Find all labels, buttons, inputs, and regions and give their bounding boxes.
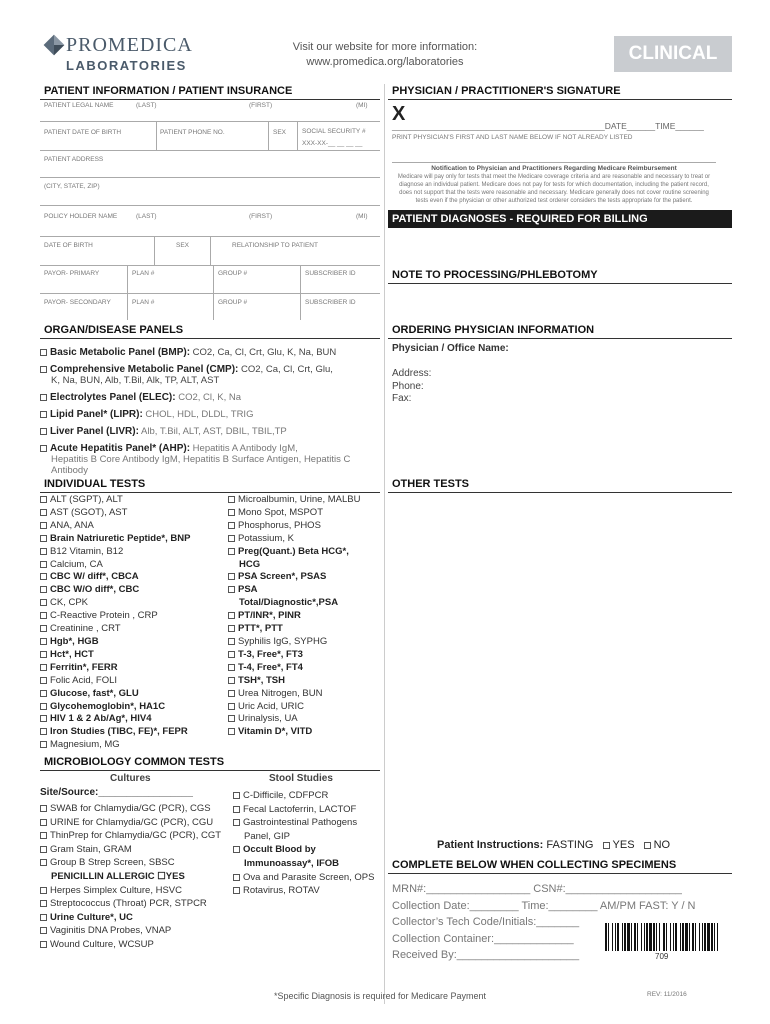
fasting-yes-checkbox[interactable] xyxy=(603,842,610,849)
test-label: ThinPrep for Chlamydia/GC (PCR), CGT xyxy=(50,830,222,842)
microbiology-title: MICROBIOLOGY COMMON TESTS xyxy=(40,755,380,771)
checkbox[interactable] xyxy=(228,703,235,710)
micro-test-item[interactable] xyxy=(40,829,221,843)
checkbox[interactable] xyxy=(40,900,47,907)
test-label: Gastrointestinal Pathogens xyxy=(243,817,358,829)
payor-primary-label: PAYOR- PRIMARY xyxy=(44,270,100,277)
ordering-physician-title: ORDERING PHYSICIAN INFORMATION xyxy=(388,323,732,339)
individual-test-item[interactable] xyxy=(228,610,360,623)
individual-test-item[interactable] xyxy=(228,701,360,714)
individual-test-item[interactable] xyxy=(40,649,190,662)
test-label: Herpes Simplex Culture, HSVC xyxy=(50,884,182,896)
last-name-label: (LAST) xyxy=(136,102,157,109)
subscriber2-label: SUBSCRIBER ID xyxy=(305,299,356,306)
mrn-csn-field[interactable]: MRN#:_________________ CSN#:___________________ xyxy=(392,883,682,895)
individual-test-item[interactable] xyxy=(228,636,360,649)
form-type-badge: CLINICAL xyxy=(614,36,732,72)
checkbox[interactable] xyxy=(40,703,47,710)
visit-line2[interactable]: www.promedica.org/laboratories xyxy=(306,56,464,68)
container-field[interactable]: Collection Container:_____________ xyxy=(392,932,574,945)
test-label: Uric Acid, URIC xyxy=(238,700,304,712)
phone-field[interactable]: Phone: xyxy=(392,380,424,392)
test-label: Hgb*, HGB xyxy=(50,635,99,647)
test-label: Glucose, fast*, GLU xyxy=(50,687,139,699)
test-label: Phosphorus, PHOS xyxy=(238,519,321,531)
individual-test-item[interactable] xyxy=(40,713,190,726)
individual-test-item[interactable] xyxy=(228,623,360,636)
note-section-title: NOTE TO PROCESSING/PHLEBOTOMY xyxy=(388,268,732,284)
checkbox[interactable] xyxy=(40,819,47,826)
cultures-heading: Cultures xyxy=(110,773,151,784)
test-label: CK, CPK xyxy=(50,597,89,609)
checkbox[interactable] xyxy=(40,586,47,593)
checkbox[interactable] xyxy=(40,561,47,568)
stool-test-item[interactable] xyxy=(233,803,374,817)
test-label: Ferritin*, FERR xyxy=(50,661,118,673)
micro-test-item[interactable] xyxy=(40,911,221,925)
checkbox[interactable] xyxy=(40,859,47,866)
checkbox[interactable] xyxy=(40,690,47,697)
stool-test-item[interactable] xyxy=(233,816,374,830)
test-label: Brain Natriuretic Peptide*, BNP xyxy=(50,532,191,544)
individual-test-item[interactable] xyxy=(228,726,360,739)
checkbox[interactable] xyxy=(233,874,240,881)
checkbox[interactable] xyxy=(40,914,47,921)
ssn-format[interactable]: XXX-XX-__ __ __ __ xyxy=(302,140,363,147)
stool-test-item[interactable] xyxy=(233,884,374,898)
individual-test-item[interactable] xyxy=(40,701,190,714)
test-label: Panel, GIP xyxy=(244,830,290,842)
individual-tests-left xyxy=(40,494,190,752)
test-label: PSA Screen*, PSAS xyxy=(238,571,327,583)
diagnoses-section-title: PATIENT DIAGNOSES - REQUIRED FOR BILLING xyxy=(388,210,732,228)
checkbox[interactable] xyxy=(233,887,240,894)
ssn-label: SOCIAL SECURITY # xyxy=(302,128,366,135)
checkbox[interactable] xyxy=(40,509,47,516)
collection-date-field[interactable]: Collection Date:________ Time:________ AM/PM FAST: Y / N xyxy=(392,899,696,912)
test-label: Potassium, K xyxy=(238,532,294,544)
checkbox[interactable] xyxy=(228,728,235,735)
ph-sex-label: SEX xyxy=(176,242,190,249)
individual-test-item[interactable] xyxy=(40,494,190,507)
test-label: Mono Spot, MSPOT xyxy=(238,506,324,518)
test-label: Hct*, HCT xyxy=(50,648,94,660)
sex-label: SEX xyxy=(273,129,287,136)
individual-test-item[interactable] xyxy=(228,597,360,610)
micro-test-item[interactable] xyxy=(40,843,221,857)
individual-test-item[interactable] xyxy=(40,610,190,623)
panel-bmp[interactable]: Basic Metabolic Panel (BMP): CO2, Ca, Cl, Crt, Glu, K, Na, BUN xyxy=(40,347,380,358)
test-label: Vitamin D*, VITD xyxy=(238,726,313,738)
test-label: Creatinine , CRT xyxy=(50,623,121,635)
individual-tests-title: INDIVIDUAL TESTS xyxy=(40,477,380,493)
website-info xyxy=(250,40,520,70)
checkbox[interactable] xyxy=(228,664,235,671)
test-label: C-Difficile, CDFPCR xyxy=(243,790,329,801)
test-label: PSA xyxy=(238,584,258,596)
address-field[interactable]: Address: xyxy=(392,368,432,379)
test-label: T-4, Free*, FT4 xyxy=(238,661,303,673)
checkbox[interactable] xyxy=(228,548,235,555)
micro-test-item[interactable] xyxy=(40,884,221,898)
checkbox[interactable] xyxy=(40,927,47,934)
test-label: URINE for Chlamydia/GC (PCR), CGU xyxy=(50,816,214,828)
individual-test-item[interactable] xyxy=(228,571,360,584)
checkbox[interactable] xyxy=(228,715,235,722)
checkbox[interactable] xyxy=(40,535,47,542)
individual-test-item[interactable] xyxy=(228,520,360,533)
subscriber1-label: SUBSCRIBER ID xyxy=(305,270,356,277)
site-source-field[interactable]: Site/Source:_________________ xyxy=(40,787,193,798)
tech-code-field[interactable]: Collector’s Tech Code/Initials:_______ xyxy=(392,916,580,929)
individual-test-item[interactable] xyxy=(40,533,190,546)
test-label: Gram Stain, GRAM xyxy=(50,843,132,855)
payor-secondary-label: PAYOR- SECONDARY xyxy=(44,299,111,306)
test-label: CBC W/ diff*, CBCA xyxy=(50,571,139,583)
test-label: ANA, ANA xyxy=(50,519,94,531)
test-label: Rotavirus, ROTAV xyxy=(243,885,320,897)
barcode-number: 709 xyxy=(655,952,669,961)
test-label: Urea Nitrogen, BUN xyxy=(238,687,323,699)
checkbox[interactable] xyxy=(40,941,47,948)
first-name-label: (FIRST) xyxy=(249,102,273,109)
received-by-field[interactable]: Received By:____________________ xyxy=(392,949,580,962)
stool-test-item[interactable] xyxy=(233,843,374,857)
individual-test-item[interactable] xyxy=(228,533,360,546)
checkbox[interactable] xyxy=(228,690,235,697)
revision-label: REV: 11/2016 xyxy=(647,991,687,998)
test-label: Glycohemoglobin*, HA1C xyxy=(50,700,166,712)
individual-test-item[interactable] xyxy=(40,507,190,520)
test-label: B12 Vitamin, B12 xyxy=(50,545,124,557)
checkbox[interactable] xyxy=(40,728,47,735)
individual-test-item[interactable] xyxy=(40,688,190,701)
test-label: Iron Studies (TIBC, FE)*, FEPR xyxy=(50,726,188,738)
panel-lipr[interactable]: Lipid Panel* (LIPR): CHOL, HDL, DLDL, TRIG xyxy=(40,409,380,420)
individual-test-item[interactable] xyxy=(40,559,190,572)
stool-test-item[interactable] xyxy=(233,871,374,885)
checkbox[interactable] xyxy=(40,599,47,606)
checkbox[interactable] xyxy=(40,677,47,684)
micro-test-item[interactable] xyxy=(40,938,221,952)
checkbox[interactable] xyxy=(228,677,235,684)
test-label: SWAB for Chlamydia/GC (PCR), CGS xyxy=(50,803,211,814)
brand-name: PROMEDICA xyxy=(66,34,193,56)
test-label: Calcium, CA xyxy=(50,558,103,570)
individual-test-item[interactable] xyxy=(40,739,190,752)
test-label: Total/Diagnostic*,PSA xyxy=(239,597,339,609)
print-name-note: PRINT PHYSICIAN'S FIRST AND LAST NAME BELOW IF NOT ALREADY LISTED xyxy=(392,134,633,141)
checkbox[interactable] xyxy=(228,509,235,516)
individual-test-item[interactable] xyxy=(228,494,360,507)
ph-dob-label: DATE OF BIRTH xyxy=(44,242,93,249)
test-label: TSH*, TSH xyxy=(238,674,285,686)
other-tests-title: OTHER TESTS xyxy=(388,477,732,493)
stool-test-item[interactable] xyxy=(233,830,374,844)
test-label: T-3, Free*, FT3 xyxy=(238,648,303,660)
promedica-logo-icon xyxy=(42,33,66,57)
test-label: Magnesium, MG xyxy=(50,739,120,751)
relationship-label: RELATIONSHIP TO PATIENT xyxy=(232,242,318,249)
checkbox[interactable] xyxy=(40,496,47,503)
test-label: Preg(Quant.) Beta HCG*, xyxy=(238,545,349,557)
test-label: Urinalysis, UA xyxy=(238,713,298,725)
checkbox[interactable] xyxy=(228,651,235,658)
checkbox[interactable] xyxy=(40,846,47,853)
ph-mi-label: (MI) xyxy=(356,213,368,220)
stool-test-item[interactable] xyxy=(233,857,374,871)
micro-test-item[interactable] xyxy=(40,897,221,911)
test-label: PTT*, PTT xyxy=(238,623,283,635)
checkbox[interactable] xyxy=(40,805,47,812)
checkbox[interactable] xyxy=(40,741,47,748)
phone-label: PATIENT PHONE NO. xyxy=(160,129,225,136)
individual-test-item[interactable] xyxy=(228,713,360,726)
individual-test-item[interactable] xyxy=(40,546,190,559)
individual-test-item[interactable] xyxy=(40,571,190,584)
micro-test-item[interactable] xyxy=(40,802,221,816)
test-label: Wound Culture, WCSUP xyxy=(50,938,154,950)
barcode-icon xyxy=(605,923,723,951)
test-label: Immunoassay*, IFOB xyxy=(244,857,340,869)
individual-test-item[interactable] xyxy=(228,507,360,520)
plan2-label: PLAN # xyxy=(132,299,155,306)
individual-test-item[interactable] xyxy=(228,546,360,559)
footer-note: *Specific Diagnosis is required for Medicare Payment xyxy=(273,991,487,1001)
test-label: Streptococcus (Throat) PCR, STPCR xyxy=(50,898,207,910)
micro-test-item[interactable] xyxy=(40,856,221,870)
physician-name-label: Physician / Office Name: xyxy=(392,343,509,354)
mi-label: (MI) xyxy=(356,102,368,109)
micro-test-item[interactable] xyxy=(40,924,221,938)
signature-date-time-line[interactable]: _____________________________________________DATE______TIME______ xyxy=(392,121,704,131)
test-label: Group B Strep Screen, SBSC xyxy=(50,857,175,869)
micro-test-item[interactable] xyxy=(40,870,221,884)
panel-livr[interactable]: Liver Panel (LIVR): Alb, T.Bil, ALT, AST, DBIL, TBIL,TP xyxy=(40,426,380,437)
individual-test-item[interactable] xyxy=(228,584,360,597)
checkbox[interactable] xyxy=(40,612,47,619)
micro-tests-right xyxy=(233,789,374,898)
notification-title: Notification to Physician and Practitioners Regarding Medicare Reimbursement xyxy=(392,162,716,173)
patient-instructions: Patient Instructions: FASTING YES NO xyxy=(437,839,671,851)
checkbox[interactable] xyxy=(40,625,47,632)
checkbox[interactable] xyxy=(40,664,47,671)
checkbox[interactable] xyxy=(228,586,235,593)
address-label: PATIENT ADDRESS xyxy=(44,156,104,163)
plan1-label: PLAN # xyxy=(132,270,155,277)
brand-subtitle: LABORATORIES xyxy=(66,58,187,73)
physician-contact xyxy=(392,368,431,406)
patient-section-title: PATIENT INFORMATION / PATIENT INSURANCE xyxy=(40,84,380,100)
stool-heading: Stool Studies xyxy=(269,773,333,784)
checkbox[interactable] xyxy=(228,612,235,619)
panel-ahp[interactable]: Acute Hepatitis Panel* (AHP): Hepatitis A Antibody IgM, Hepatitis B Core Antibody IgM, Hepatitis B Surface Antigen, Hepatitis C Antibody xyxy=(40,443,380,476)
fasting-no-checkbox[interactable] xyxy=(644,842,651,849)
test-label: Fecal Lactoferrin, LACTOF xyxy=(243,803,357,815)
micro-test-item[interactable] xyxy=(40,816,221,830)
individual-test-item[interactable] xyxy=(40,597,190,610)
individual-test-item[interactable] xyxy=(228,649,360,662)
individual-test-item[interactable] xyxy=(228,675,360,688)
individual-test-item[interactable] xyxy=(40,675,190,688)
ph-first-label: (FIRST) xyxy=(249,213,273,220)
checkbox[interactable] xyxy=(233,846,240,853)
individual-test-item[interactable] xyxy=(228,559,360,572)
medicare-notification xyxy=(392,162,716,205)
individual-test-item[interactable] xyxy=(40,623,190,636)
individual-test-item[interactable] xyxy=(228,688,360,701)
checkbox[interactable] xyxy=(40,638,47,645)
test-label: ALT (SGPT), ALT xyxy=(50,494,123,505)
test-label: HCG xyxy=(239,558,261,570)
notification-text: Medicare will pay only for tests that meet the Medicare coverage criteria and are reasonable and necessary to treat or diagnose an individual patient. Medicare does not pay for tests for which documentation, including the patient record, does not support that the tests were reasonable and necessary. Medicare generally does not cover routine screening tests even if the physician or other authorized test orderer considers the tests appropriate for the patient. xyxy=(397,174,711,204)
fax-field[interactable]: Fax: xyxy=(392,393,412,404)
test-label: Ova and Parasite Screen, OPS xyxy=(243,871,375,883)
checkbox[interactable] xyxy=(40,573,47,580)
policy-holder-label: POLICY HOLDER NAME xyxy=(44,213,118,220)
individual-test-item[interactable] xyxy=(40,520,190,533)
individual-tests-right xyxy=(228,494,360,739)
test-label: Microalbumin, Urine, MALBU xyxy=(238,494,361,505)
legal-name-label: PATIENT LEGAL NAME xyxy=(44,102,114,109)
test-label: Urine Culture*, UC xyxy=(50,911,133,923)
test-label: C-Reactive Protein , CRP xyxy=(50,610,158,622)
checkbox[interactable] xyxy=(40,832,47,839)
individual-test-item[interactable] xyxy=(40,662,190,675)
checkbox[interactable] xyxy=(40,548,47,555)
checkbox[interactable] xyxy=(233,806,240,813)
checkbox[interactable] xyxy=(40,887,47,894)
test-label: PENICILLIN ALLERGIC ☐YES xyxy=(51,870,185,882)
signature-x-mark: X xyxy=(392,103,406,125)
test-label: Folic Acid, FOLI xyxy=(50,674,118,686)
checkbox[interactable] xyxy=(228,638,235,645)
test-label: Occult Blood by xyxy=(243,844,316,856)
group2-label: GROUP # xyxy=(218,299,248,306)
individual-test-item[interactable] xyxy=(40,726,190,739)
panel-elec[interactable]: Electrolytes Panel (ELEC): CO2, Cl, K, Na xyxy=(40,392,380,403)
checkbox[interactable] xyxy=(40,522,47,529)
checkbox[interactable] xyxy=(40,715,47,722)
checkbox[interactable] xyxy=(233,792,240,799)
visit-line1: Visit our website for more information: xyxy=(292,41,478,53)
signature-section-title: PHYSICIAN / PRACTITIONER'S SIGNATURE xyxy=(388,84,732,100)
panel-cmp[interactable]: Comprehensive Metabolic Panel (CMP): CO2, Ca, Cl, Crt, Glu, K, Na, BUN, Alb, T.Bil, Alk, TP, ALT, AST xyxy=(40,364,380,386)
test-label: Syphilis IgG, SYPHG xyxy=(238,635,328,647)
individual-test-item[interactable] xyxy=(40,636,190,649)
checkbox[interactable] xyxy=(228,625,235,632)
collection-title: COMPLETE BELOW WHEN COLLECTING SPECIMENS xyxy=(388,858,732,874)
stool-test-item[interactable] xyxy=(233,789,374,803)
test-label: HIV 1 & 2 Ab/Ag*, HIV4 xyxy=(50,713,152,725)
checkbox[interactable] xyxy=(233,819,240,826)
checkbox[interactable] xyxy=(228,535,235,542)
group1-label: GROUP # xyxy=(218,270,248,277)
micro-tests-left xyxy=(40,802,221,952)
organ-panels-title: ORGAN/DISEASE PANELS xyxy=(40,323,380,339)
test-label: PT/INR*, PINR xyxy=(238,610,301,622)
dob-label: PATIENT DATE OF BIRTH xyxy=(44,129,122,136)
checkbox[interactable] xyxy=(228,522,235,529)
city-label: (CITY, STATE, ZIP) xyxy=(44,183,100,190)
test-label: CBC W/O diff*, CBC xyxy=(50,584,140,596)
individual-test-item[interactable] xyxy=(228,662,360,675)
checkbox[interactable] xyxy=(228,573,235,580)
test-label: Vaginitis DNA Probes, VNAP xyxy=(50,925,172,937)
individual-test-item[interactable] xyxy=(40,584,190,597)
ph-last-label: (LAST) xyxy=(136,213,157,220)
checkbox[interactable] xyxy=(40,651,47,658)
test-label: AST (SGOT), AST xyxy=(50,506,128,518)
checkbox[interactable] xyxy=(228,496,235,503)
